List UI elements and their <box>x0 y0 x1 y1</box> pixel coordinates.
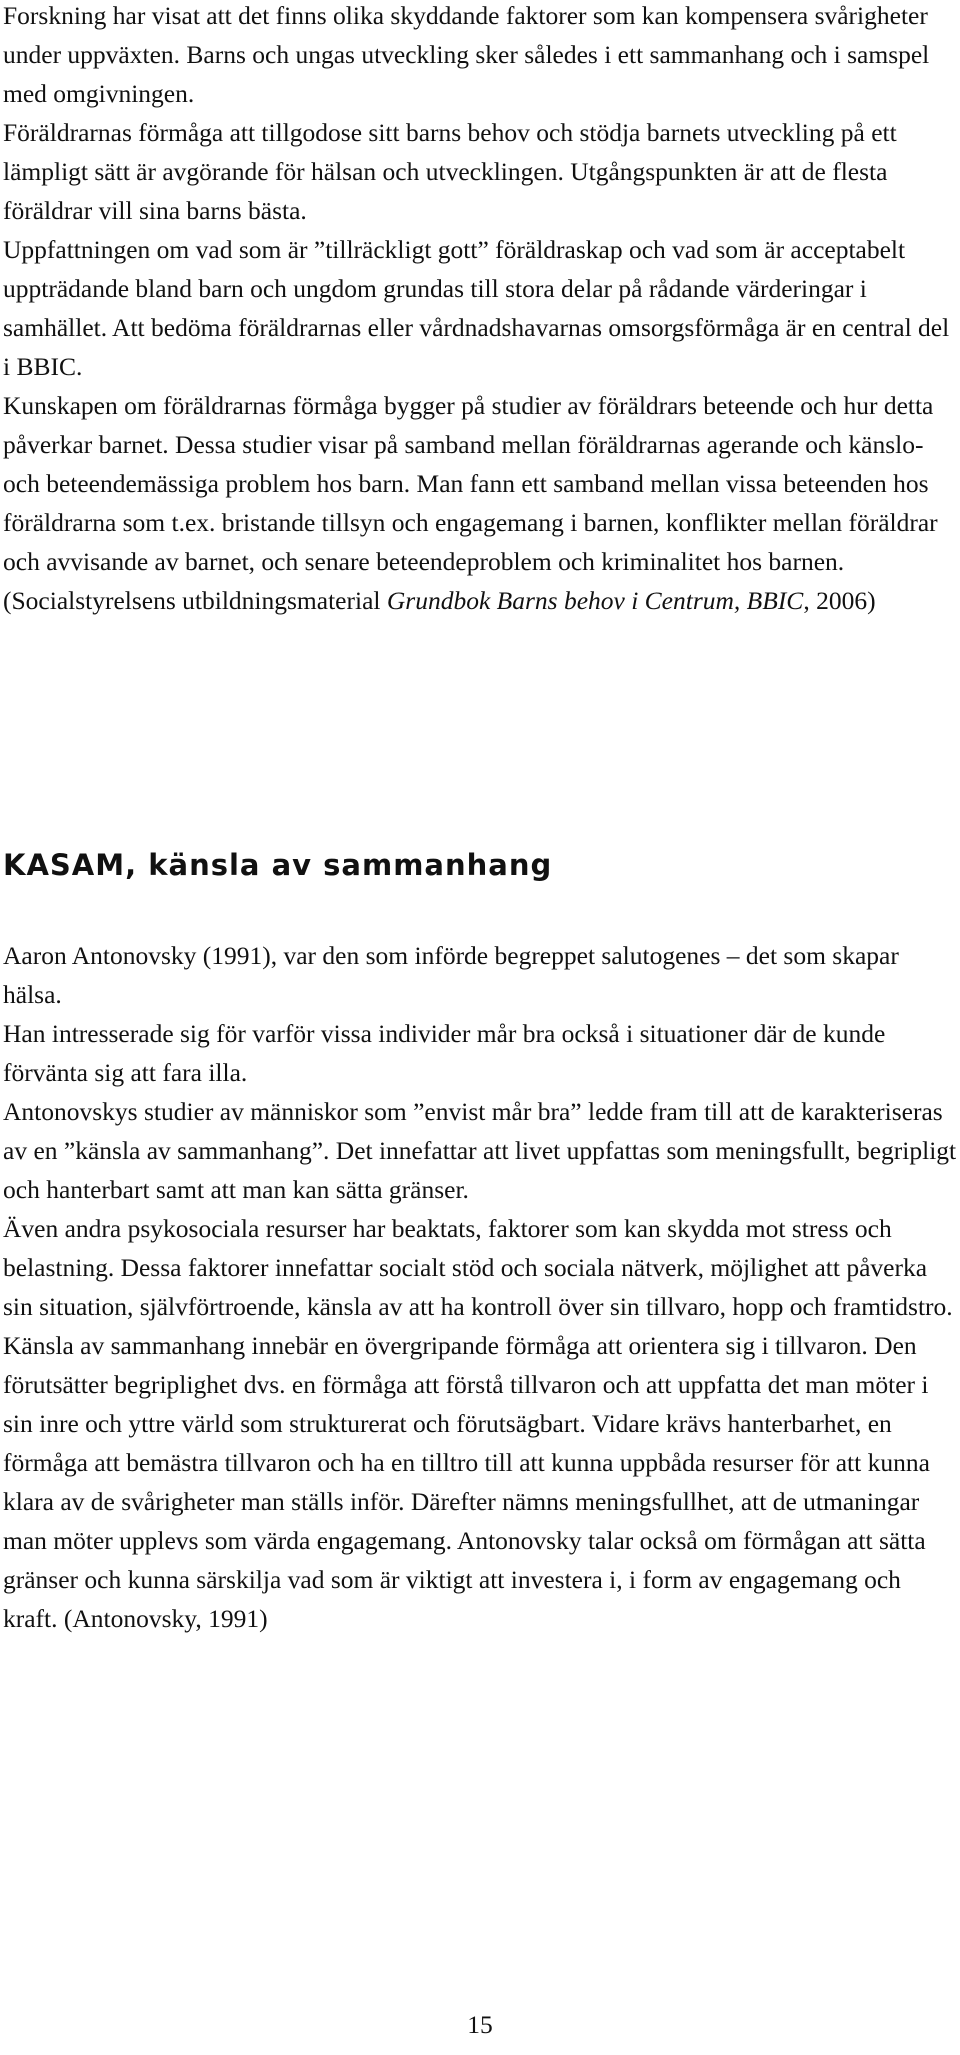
citation-suffix: , 2006) <box>803 586 876 615</box>
paragraph-parental-capacity: Föräldrarnas förmåga att tillgodose sitt barns behov och stödja barnets utveckling på ett lämpligt sätt är avgörande för hälsan och utvecklingen. Utgångspunkten är att de flesta föräldrar vill sina barns bästa. <box>3 118 897 225</box>
paragraph-antonovsky-intro: Aaron Antonovsky (1991), var den som införde begreppet salutogenes – det som skapar hälsa. <box>3 941 899 1009</box>
paragraph-antonovsky-interest: Han intresserade sig för varför vissa individer mår bra också i situationer där de kunde förvänta sig att fara illa. <box>3 1019 886 1087</box>
paragraph-coherence-components: Känsla av sammanhang innebär en övergripande förmåga att orientera sig i tillvaron. Den förutsätter begriplighet dvs. en förmåga att förstå tillvaron och att uppfatta det man möter i sin inre och yttre värld som strukturerat och förutsägbart. Vidare krävs hanterbarhet, en förmåga att bemästra tillvaron och ha en tilltro till att kunna uppbåda resurser för att kunna klara av de svårigheter man ställs inför. Därefter nämns meningsfullhet, att de utmaningar man möter upplevs som värda engagemang. Antonovsky talar också om förmågan att sätta gränser och kunna särskilja vad som är viktigt att investera i, i form av engagemang och kraft. (Antonovsky, 1991) <box>3 1331 930 1633</box>
paragraph-sense-of-coherence: Antonovskys studier av människor som ”envist mår bra” ledde fram till att de karakteriseras av en ”känsla av sammanhang”. Det innefattar att livet uppfattas som meningsfullt, begripligt och hanterbart samt att man kan sätta gränser. <box>3 1097 957 1204</box>
page-number: 15 <box>467 2010 493 2039</box>
paragraph-protective-factors: Forskning har visat att det finns olika skyddande faktorer som kan kompensera svårigheter under uppväxten. Barns och ungas utveckling sker således i ett sammanhang och i samspel med omgivningen. <box>3 1 930 108</box>
paragraph-good-enough-parenting: Uppfattningen om vad som är ”tillräckligt gott” föräldraskap och vad som är acceptabelt uppträdande bland barn och ungdom grundas till stora delar på rådande värderingar i samhället. Att bedöma föräldrarnas eller vårdnadshavarnas omsorgsförmåga är en central del i BBIC. <box>3 235 950 381</box>
section-kasam <box>3 936 958 1638</box>
citation-prefix: (Socialstyrelsens utbildningsmaterial <box>3 586 387 615</box>
citation-title: Grundbok Barns behov i Centrum, BBIC <box>386 586 804 615</box>
section-heading: KASAM, känsla av sammanhang <box>3 848 553 882</box>
citation <box>3 581 958 620</box>
section-protective-factors <box>3 0 958 620</box>
paragraph-psychosocial-resources: Även andra psykosociala resurser har beaktats, faktorer som kan skydda mot stress och belastning. Dessa faktorer innefattar socialt stöd och sociala nätverk, möjlighet att påverka sin situation, självförtroende, känsla av att ha kontroll över sin tillvaro, hopp och framtidstro. <box>3 1214 953 1321</box>
paragraph-parenting-studies: Kunskapen om föräldrarnas förmåga bygger på studier av föräldrars beteende och hur detta påverkar barnet. Dessa studier visar på samband mellan föräldrarnas agerande och känslo- och beteendemässiga problem hos barn. Man fann ett samband mellan vissa beteenden hos föräldrarna som t.ex. bristande tillsyn och engagemang i barnen, konflikter mellan föräldrar och avvisande av barnet, och senare beteendeproblem och kriminalitet hos barnen. <box>3 391 938 576</box>
